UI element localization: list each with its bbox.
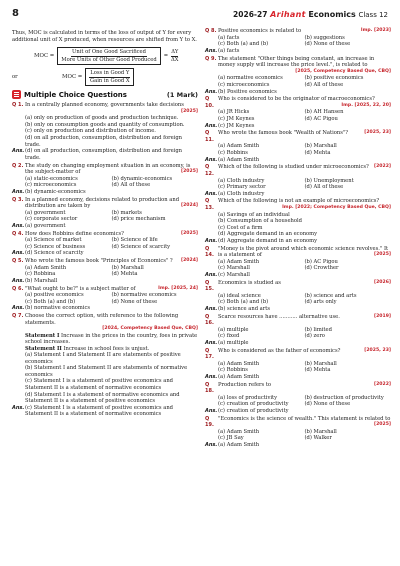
question-number: Q 13. — [205, 198, 214, 211]
option: (d) Walker — [304, 435, 332, 442]
formula-alt-numerator: Loss in Good Y — [90, 70, 130, 77]
question-block — [12, 163, 198, 196]
answer-label: Ans. — [205, 156, 218, 163]
option: (a) static-economics — [25, 175, 78, 182]
mcq-marks: (1 Mark) — [166, 90, 198, 99]
formula-numerator: Unit of One Good Sacrificed — [72, 49, 146, 56]
statement-label: Statement I — [25, 332, 60, 339]
answer-label: Ans. — [12, 188, 25, 195]
class-label: Class 12 — [358, 11, 388, 19]
answer-label: Ans. — [205, 122, 218, 129]
option: (a) Statement I and Statement II are statements of positive economics — [25, 352, 181, 365]
question-text — [218, 416, 391, 429]
option: (d) Mehta — [304, 367, 331, 374]
answer-text: (d) Science of scarcity — [25, 250, 84, 257]
option: (c) Both (a) and (b) — [218, 41, 269, 48]
question-block — [205, 164, 391, 197]
option: (d) None of these — [304, 41, 351, 48]
answer-label: Ans. — [205, 271, 218, 278]
answer-label: Ans. — [205, 47, 218, 54]
page-header — [0, 0, 400, 26]
option: (d) Science of scarcity — [111, 243, 171, 250]
question-stem: In a planned economy, decisions related to production and distribution are taken by — [25, 196, 180, 210]
option: (d) None of these — [304, 401, 351, 408]
option: (b) Consumption of a household — [218, 218, 302, 225]
question-text — [218, 198, 391, 211]
option: (c) Robbins — [218, 150, 248, 157]
question-stem: Who wrote the famous book "Wealth of Nations"? — [218, 130, 349, 137]
question-block — [205, 382, 391, 415]
option: (d) All of these — [304, 81, 344, 88]
importance-tag: Imp. [2022; Competency Based Que, CBQ] — [282, 205, 391, 210]
answer-text: (a) Cloth industry — [218, 190, 265, 197]
year-tag: [2025, 23] — [364, 347, 391, 353]
question-block — [12, 258, 198, 284]
option: (d) Crowther — [304, 265, 339, 272]
question-block — [12, 286, 198, 312]
option: (d) on all production, consumption, distribution and foreign trade. — [25, 135, 183, 148]
question-text — [25, 197, 198, 210]
option: (c) Primary sector — [218, 184, 266, 191]
option: (b) Marshall — [304, 428, 337, 435]
year-tag: [2025] — [181, 108, 198, 114]
brand-logo: Arihant — [270, 10, 306, 19]
running-head — [233, 10, 388, 19]
answer-text: (b) dynamic-economics — [25, 188, 86, 195]
option: (d) arts only — [304, 299, 337, 306]
question-block — [12, 197, 198, 230]
answer-text: (a) government — [25, 222, 66, 229]
answer-label: Ans. — [205, 339, 218, 346]
question-number: Q 7. — [12, 313, 24, 320]
question-number: Q 16. — [205, 313, 214, 327]
importance-tag: Imp. [2025, 24] — [158, 285, 198, 291]
year-tag: [2025] — [374, 422, 391, 428]
question-stem: How does Robbins define economics? — [25, 230, 124, 237]
question-text — [218, 246, 391, 259]
question-stem: Positive economics is related to — [218, 28, 302, 35]
question-number: Q 12. — [205, 164, 214, 177]
option: (b) destruction of productivity — [304, 394, 384, 401]
option: (c) JB Say — [218, 435, 244, 442]
option: (c) Cost of a firm — [218, 224, 263, 231]
formula-alt-denominator: Gain in Good X — [89, 77, 130, 84]
option: (d) Mehta — [304, 150, 331, 157]
question-block — [205, 130, 391, 163]
answer-label: Ans. — [205, 305, 218, 312]
question-number: Q 11. — [205, 130, 214, 143]
option: (a) government — [25, 209, 66, 216]
year-tag: [2025] — [181, 230, 198, 236]
formula-box — [57, 47, 160, 65]
option: (b) Unemployment — [304, 177, 354, 184]
option: (d) Mehta — [111, 271, 138, 278]
question-block — [12, 231, 198, 257]
option: (b) normative economics — [111, 292, 177, 299]
moc-formula — [12, 47, 198, 65]
option: (a) facts — [218, 34, 240, 41]
option: (b) Marshall — [304, 143, 337, 150]
answer-text: (d) Aggregate demand in an economy — [218, 237, 318, 244]
delta-fraction — [171, 49, 178, 63]
option: (a) loss of productivity — [218, 394, 278, 401]
answer-text: (c) Statement I is a statement of positive economics and Statement II is a statement of normative economics — [25, 404, 173, 418]
answer-text: (a) Adam Smith — [218, 373, 260, 380]
option: (c) microeconomics — [25, 182, 77, 189]
option: (d) zero — [304, 333, 325, 340]
question-text — [218, 130, 391, 143]
question-text — [25, 102, 198, 115]
year-tag: [2026] — [374, 279, 391, 285]
answer-label: Ans. — [12, 250, 25, 257]
answer-text: (d) on all production, consumption, distribution and foreign trade. — [25, 148, 183, 161]
option: (c) microeconomics — [218, 81, 270, 88]
answer-label: Ans. — [205, 190, 218, 197]
question-block — [205, 280, 391, 313]
question-block — [205, 246, 391, 279]
question-number: Q 8. — [205, 28, 217, 35]
option: (c) Both (a) and (b) — [25, 298, 76, 305]
answer-text: (b) science and arts — [218, 305, 271, 312]
year-tag: [2025] — [181, 169, 198, 175]
question-block — [205, 28, 391, 54]
answer-text: (b) Marshall — [25, 277, 58, 284]
answer-text: (c) JM Keynes — [218, 122, 255, 129]
delta-denominator: ΔX — [171, 56, 179, 63]
option: (a) Adam Smith — [218, 143, 260, 150]
question-stem: Who is considered as the father of economics? — [218, 347, 341, 354]
question-block — [205, 56, 391, 95]
question-number: Q 1. — [12, 102, 24, 109]
formula-lhs: MOC = — [34, 52, 55, 59]
question-stem: Economics is studied as — [218, 279, 281, 286]
answer-text: (b) normative economics — [25, 305, 91, 312]
question-stem: Who wrote the famous book "Principles of Economics" ? — [25, 258, 173, 265]
option: (c) Robbina — [25, 271, 56, 278]
question-block — [12, 102, 198, 161]
mcq-section-heading — [12, 90, 198, 99]
option: (b) AH Hansen — [304, 109, 344, 116]
question-number: Q 4. — [12, 230, 24, 237]
answer-label: Ans. — [205, 237, 218, 244]
option: (a) positive economics — [25, 292, 84, 299]
option: (a) Savings of an individual — [218, 211, 290, 218]
question-text — [218, 164, 391, 177]
option: (d) None of these — [111, 298, 158, 305]
question-stem: "Economics is the science of wealth." This statement is related to — [218, 415, 391, 422]
question-text — [218, 280, 391, 293]
question-number: Q 6. — [12, 285, 24, 292]
statement-label: Statement II — [25, 345, 62, 352]
option: (c) Robbins — [218, 367, 248, 374]
option: (a) Science of market — [25, 237, 82, 244]
question-block — [205, 314, 391, 347]
answer-label: Ans. — [205, 407, 218, 414]
competency-tag: [2025, Competency Based Que, CBQ] — [295, 68, 391, 74]
answer-text: (c) Marshall — [218, 271, 250, 278]
subject-label: Economics — [308, 10, 356, 19]
question-stem: The study on changing employment situation in an economy, is the subject-matter of — [25, 162, 191, 176]
question-block — [12, 313, 198, 418]
option: (d) AC Pigou — [304, 116, 338, 122]
option: (b) positive economics — [304, 75, 364, 82]
answer-label: Ans. — [12, 277, 25, 284]
page-number: 8 — [12, 8, 19, 19]
option: (c) Marshall — [218, 265, 250, 272]
option: (c) creation of productivity — [218, 401, 289, 408]
edition-label: 2026-27 — [233, 10, 268, 19]
option: (a) Cloth industry — [218, 177, 265, 184]
question-number: Q 3. — [12, 196, 24, 203]
option: (b) dynamic-economics — [111, 175, 173, 182]
question-number: Q 14. — [205, 245, 214, 259]
option: (b) Science of life — [111, 237, 158, 244]
question-stem: "What ought to be?" is a subject matter of — [25, 285, 136, 292]
option: (a) only on production of goods and production technique. — [25, 115, 179, 122]
answer-label: Ans. — [12, 305, 25, 312]
option: (a) multiple — [218, 326, 249, 333]
option: (d) price mechanism — [111, 216, 166, 223]
or-label: or — [12, 73, 18, 80]
option: (b) markets — [111, 209, 142, 216]
option: (a) Adam Smith — [218, 428, 260, 435]
statement-text: Increase in the prices in the country, foes in private school increases. — [25, 332, 198, 346]
option: (b) science and arts — [304, 292, 357, 299]
answer-label: Ans. — [12, 404, 25, 411]
question-block — [205, 348, 391, 381]
question-text — [218, 314, 391, 327]
importance-tag: Imp. [2025, 22, 20] — [341, 102, 391, 108]
question-number: Q 17. — [205, 347, 214, 361]
option: (a) normative economics — [218, 75, 283, 82]
option: (d) All of these — [111, 182, 151, 189]
answer-label: Ans. — [205, 88, 218, 95]
question-number: Q 18. — [205, 381, 214, 395]
answer-text: (b) Positive economics — [218, 88, 277, 95]
question-stem: In a centrally planned economy, governments take decisions — [25, 102, 184, 109]
option: (b) Marshall — [111, 264, 144, 271]
option: (c) Statement I is a statement of positive economics and Statement II is a statement of normative economics — [25, 378, 173, 392]
question-number: Q 2. — [12, 162, 24, 169]
question-text — [25, 163, 198, 176]
option: (d) Statement I is a statement of normative economics and Statement II is a statement of positive economics — [25, 391, 180, 405]
option: (b) AC Pigou — [304, 258, 338, 265]
question-stem: Which of the following is studied under microeconomics? — [218, 164, 369, 171]
year-tag: [2025] — [374, 252, 391, 258]
option: (b) only on consumption goods and quantity of consumption. — [25, 121, 185, 128]
answer-text: (a) facts — [218, 47, 240, 54]
question-stem: Scarce resources have ........... alternative use. — [218, 313, 340, 320]
option: (b) Marshall — [304, 360, 337, 367]
question-text — [218, 348, 391, 361]
year-tag: [2019] — [374, 313, 391, 319]
option: (b) limited — [304, 326, 332, 333]
question-block — [205, 198, 391, 244]
intro-paragraph: Thus, MOC is calculated in terms of the loss of output of Y for every additional unit of X produced, when resources are shifted from Y to X. — [12, 30, 197, 43]
year-tag: [2024] — [181, 258, 198, 264]
option: (d) Aggregate demand in an economy — [218, 231, 318, 238]
formula-alt-lhs: MOC = — [62, 73, 83, 80]
left-column — [12, 30, 198, 418]
importance-tag: Imp. [2023] — [360, 28, 391, 34]
question-block — [205, 416, 391, 449]
statement-one — [12, 333, 198, 346]
year-tag: [2025, 23] — [364, 130, 391, 136]
option: (a) JR Hicks — [218, 109, 250, 116]
option: (c) Both (a) and (b) — [218, 299, 269, 306]
option: (c) JM Keynes — [218, 116, 255, 122]
option: (a) Adam Smith — [25, 264, 67, 271]
option: (c) only on production and distribution of income. — [25, 128, 156, 135]
option: (b) Statement I and Statement II are statements of normative economics — [25, 365, 188, 378]
competency-tag: [2024, Competency Based Que, CBQ] — [102, 326, 198, 332]
answer-label: Ans. — [205, 373, 218, 380]
answer-text: (a) multiple — [218, 339, 249, 346]
answer-text: (c) creation of productivity — [218, 407, 289, 414]
option: (a) Adam Smith — [218, 258, 260, 265]
question-stem: "Money is the pivot around which economic science revolves." It is a statement of — [218, 245, 389, 259]
option: (c) Science of business — [25, 243, 86, 250]
formula-denominator: More Units of Other Good Produced — [61, 56, 157, 63]
question-stem: Who is considered to be the originator of macroeconomics? — [218, 96, 375, 103]
answer-text: (a) Adam Smith — [218, 156, 260, 163]
option: (b) suggestions — [304, 34, 345, 41]
formula-alt-box — [85, 68, 134, 86]
list-icon — [12, 90, 21, 99]
answer-label: Ans. — [12, 148, 25, 155]
moc-formula-alt — [12, 68, 198, 86]
answer-label: Ans. — [205, 441, 218, 448]
question-block — [205, 96, 391, 129]
option: (c) fixed — [218, 333, 240, 340]
question-number: Q 10. — [205, 96, 214, 109]
question-number: Q 19. — [205, 415, 214, 429]
answer-label: Ans. — [12, 222, 25, 229]
question-text: Choose the correct option, with reference to the following statements. — [25, 313, 179, 326]
question-stem: Production refers to — [218, 381, 272, 388]
delta-numerator: ΔY — [171, 49, 179, 56]
statement-text: Increase in school fees is unjust. — [63, 345, 150, 352]
option: (a) Adam Smith — [218, 360, 260, 367]
year-tag: [2022] — [374, 381, 391, 387]
option: (d) All of these — [304, 184, 344, 191]
option: (c) corporate sector — [25, 216, 78, 223]
formula-equals: = — [163, 52, 169, 59]
question-number: Q 15. — [205, 279, 214, 293]
answer-text: (a) Adam Smith — [218, 441, 260, 448]
right-column — [205, 27, 391, 448]
year-tag: [2022] — [374, 164, 391, 170]
question-number: Q 9. — [205, 55, 217, 62]
mcq-title: Multiple Choice Questions — [24, 90, 127, 99]
option: (a) ideal science — [218, 292, 261, 299]
question-text: The statement "Other things being constant, an increase in money supply will increase the price level.", is related to — [218, 55, 375, 69]
question-text — [218, 96, 391, 109]
question-stem: Which of the following is not an example of microeconomics? — [218, 198, 380, 205]
year-tag: [2024] — [181, 203, 198, 209]
question-number: Q 5. — [12, 258, 24, 265]
question-text — [218, 382, 391, 395]
